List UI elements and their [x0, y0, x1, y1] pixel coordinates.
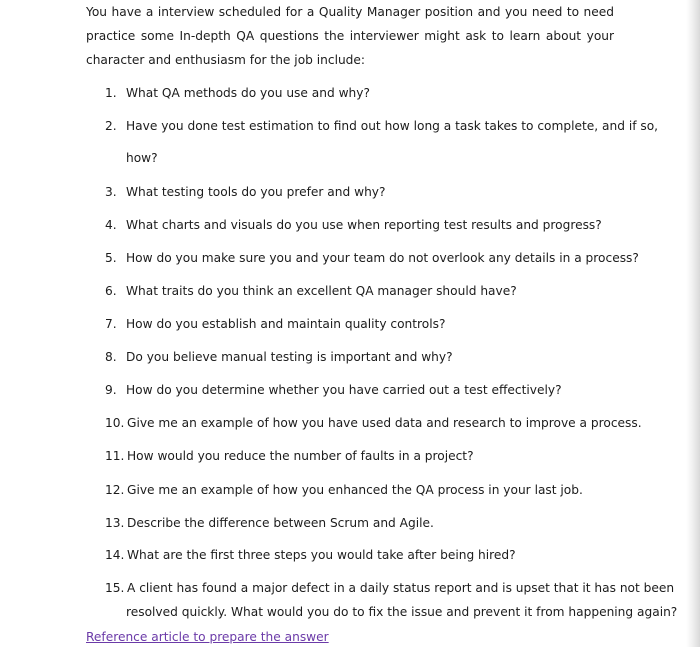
question-number: 4. [105, 218, 117, 232]
question-item-9 [105, 378, 617, 402]
question-number: 12. [105, 483, 125, 497]
question-number: 11. [105, 449, 125, 463]
question-item-10 [105, 411, 642, 435]
question-text-continued: resolved quickly. What would you do to fix the issue and prevent it from happening again? [126, 605, 678, 619]
question-number: 5. [105, 251, 117, 265]
page-edge-shadow [686, 0, 700, 647]
question-item-15 [105, 576, 678, 624]
question-text-continued: how? [126, 151, 158, 165]
question-text: How would you reduce the number of faults in a project? [127, 449, 474, 463]
question-number: 1. [105, 86, 117, 100]
question-item-13 [105, 511, 617, 535]
reference-article-link[interactable]: Reference article to prepare the answer [86, 630, 329, 644]
question-text: Give me an example of how you have used data and research to improve a process. [127, 416, 642, 430]
question-text: What testing tools do you prefer and why? [126, 185, 386, 199]
question-number: 8. [105, 350, 117, 364]
question-item-11 [105, 444, 617, 468]
question-text: A client has found a major defect in a daily status report and is upset that it has not been [127, 581, 675, 595]
question-text: What QA methods do you use and why? [126, 86, 370, 100]
intro-line-2: some In-depth QA questions the interviewer might ask to learn about your character and [86, 29, 615, 67]
question-text: What charts and visuals do you use when reporting test results and progress? [126, 218, 602, 232]
question-item-2 [105, 114, 659, 170]
question-number: 10. [105, 416, 125, 430]
question-item-14 [105, 543, 617, 567]
question-number: 6. [105, 284, 117, 298]
question-text: Give me an example of how you enhanced the QA process in your last job. [127, 483, 583, 497]
question-item-7 [105, 312, 617, 336]
question-number: 3. [105, 185, 117, 199]
question-text: What are the first three steps you would take after being hired? [127, 548, 516, 562]
question-item-1 [105, 81, 617, 105]
intro-line-1: You have a interview scheduled for a Quality Manager position and you need to need practice [86, 5, 614, 43]
intro-paragraph [86, 0, 614, 72]
question-text: Have you done test estimation to find out how long a task takes to complete, and if so, [126, 119, 659, 133]
question-text: What traits do you think an excellent QA manager should have? [126, 284, 517, 298]
question-item-4 [105, 213, 617, 237]
question-text: How do you make sure you and your team do not overlook any details in a process? [126, 251, 639, 265]
question-number: 9. [105, 383, 117, 397]
question-item-12 [105, 478, 617, 502]
question-item-6 [105, 279, 617, 303]
question-number: 13. [105, 516, 125, 530]
question-item-3 [105, 180, 617, 204]
question-number: 15. [105, 581, 125, 595]
question-text: Do you believe manual testing is important and why? [126, 350, 453, 364]
question-item-5 [105, 246, 639, 270]
question-text: Describe the difference between Scrum and Agile. [127, 516, 434, 530]
question-text: How do you establish and maintain quality controls? [126, 317, 446, 331]
intro-line-3: enthusiasm for the job include: [175, 53, 366, 67]
question-text: How do you determine whether you have carried out a test effectively? [126, 383, 562, 397]
question-number: 2. [105, 119, 117, 133]
question-number: 14. [105, 548, 125, 562]
question-item-8 [105, 345, 617, 369]
question-number: 7. [105, 317, 117, 331]
